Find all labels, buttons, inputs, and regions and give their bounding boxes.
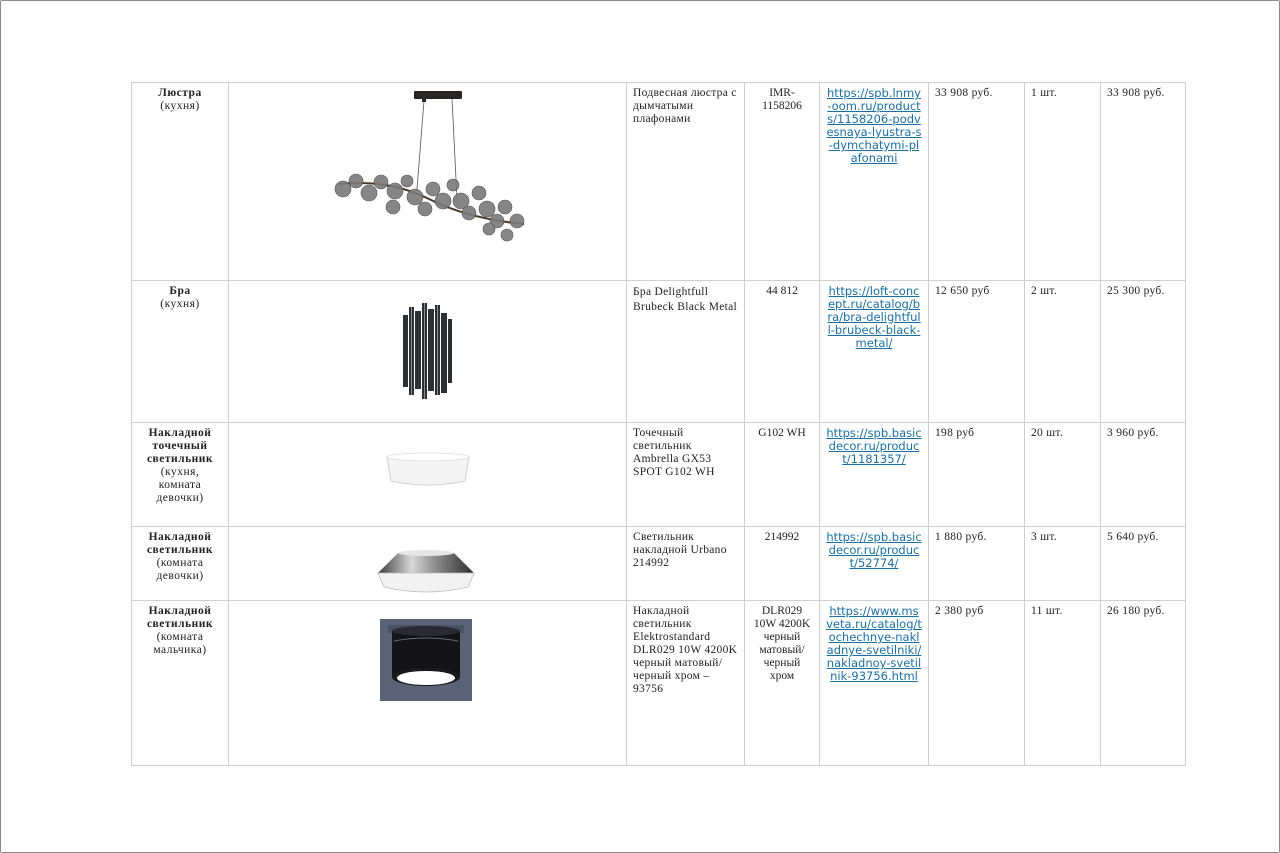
item-name: Накладной точечный светильник (146, 427, 214, 465)
table-row (132, 423, 1186, 527)
item-description: Накладной светильник Elektrostandard DLR029 10W 4200K черный матовый/черный хром – 93756 (627, 601, 745, 766)
item-link[interactable]: https://spb.lnmy-oom.ru/products/1158206-podvesnaya-lyustra-s-dymchatymi-plafonami (826, 86, 922, 165)
item-room: (комната мальчика) (153, 631, 207, 656)
item-image-cell (229, 601, 627, 766)
item-quantity: 1 шт. (1025, 83, 1101, 281)
item-link-cell (820, 281, 929, 423)
item-article: IMR-1158206 (745, 83, 820, 281)
ceiling-light-image (374, 547, 478, 597)
item-description: Светильник накладной Urbano 214992 (627, 527, 745, 601)
item-room: (комната девочки) (156, 557, 204, 582)
spot-light-image (383, 449, 473, 489)
item-quantity: 11 шт. (1025, 601, 1101, 766)
item-article: 214992 (745, 527, 820, 601)
table-row (132, 601, 1186, 766)
item-price: 33 908 руб. (929, 83, 1025, 281)
item-article: DLR029 10W 4200K черный матовый/черный хром (745, 601, 820, 766)
item-name-cell (132, 83, 229, 281)
item-name-cell (132, 601, 229, 766)
item-image-cell (229, 527, 627, 601)
item-quantity: 3 шт. (1025, 527, 1101, 601)
table-row (132, 83, 1186, 281)
item-image-cell (229, 281, 627, 423)
item-name-cell (132, 527, 229, 601)
item-price: 12 650 руб (929, 281, 1025, 423)
item-description: Точечный светильник Ambrella GX53 SPOT G102 WH (627, 423, 745, 527)
item-link[interactable]: https://www.msveta.ru/catalog/tochechnye-nakladnye-svetilniki/nakladnoy-svetilnik-93756.html (826, 604, 922, 683)
item-room: (кухня) (160, 298, 200, 310)
item-name: Бра (169, 285, 191, 297)
item-name: Люстра (158, 87, 202, 99)
chandelier-image (329, 89, 529, 259)
black-downlight-image (380, 619, 472, 701)
item-total: 33 908 руб. (1101, 83, 1186, 281)
item-price: 1 880 руб. (929, 527, 1025, 601)
item-link[interactable]: https://loft-concept.ru/catalog/bra/bra-delightfull-brubeck-black-metal/ (827, 284, 921, 350)
item-total: 26 180 руб. (1101, 601, 1186, 766)
wall-sconce-image (399, 301, 455, 401)
item-link-cell (820, 83, 929, 281)
item-link-cell (820, 527, 929, 601)
item-total: 3 960 руб. (1101, 423, 1186, 527)
item-price: 198 руб (929, 423, 1025, 527)
item-total: 25 300 руб. (1101, 281, 1186, 423)
item-quantity: 20 шт. (1025, 423, 1101, 527)
item-room: (кухня) (160, 100, 200, 112)
item-article: G102 WH (745, 423, 820, 527)
item-link-cell (820, 423, 929, 527)
table-row (132, 281, 1186, 423)
item-name: Накладной светильник (146, 605, 214, 630)
item-description: Бра Delightfull Brubeck Black Metal (627, 281, 745, 423)
item-quantity: 2 шт. (1025, 281, 1101, 423)
item-article: 44 812 (745, 281, 820, 423)
item-name-cell (132, 423, 229, 527)
item-name: Накладной светильник (146, 531, 214, 556)
item-link-cell (820, 601, 929, 766)
item-image-cell (229, 83, 627, 281)
item-link[interactable]: https://spb.basicdecor.ru/product/52774/ (826, 530, 922, 570)
item-description: Подвесная люстра с дымчатыми плафонами (627, 83, 745, 281)
item-image-cell (229, 423, 627, 527)
lighting-spec-table (131, 82, 1186, 766)
item-link[interactable]: https://spb.basicdecor.ru/product/1181357/ (826, 426, 922, 466)
item-price: 2 380 руб (929, 601, 1025, 766)
item-name-cell (132, 281, 229, 423)
item-room: (кухня, комната девочки) (156, 466, 204, 504)
item-total: 5 640 руб. (1101, 527, 1186, 601)
table-row (132, 527, 1186, 601)
